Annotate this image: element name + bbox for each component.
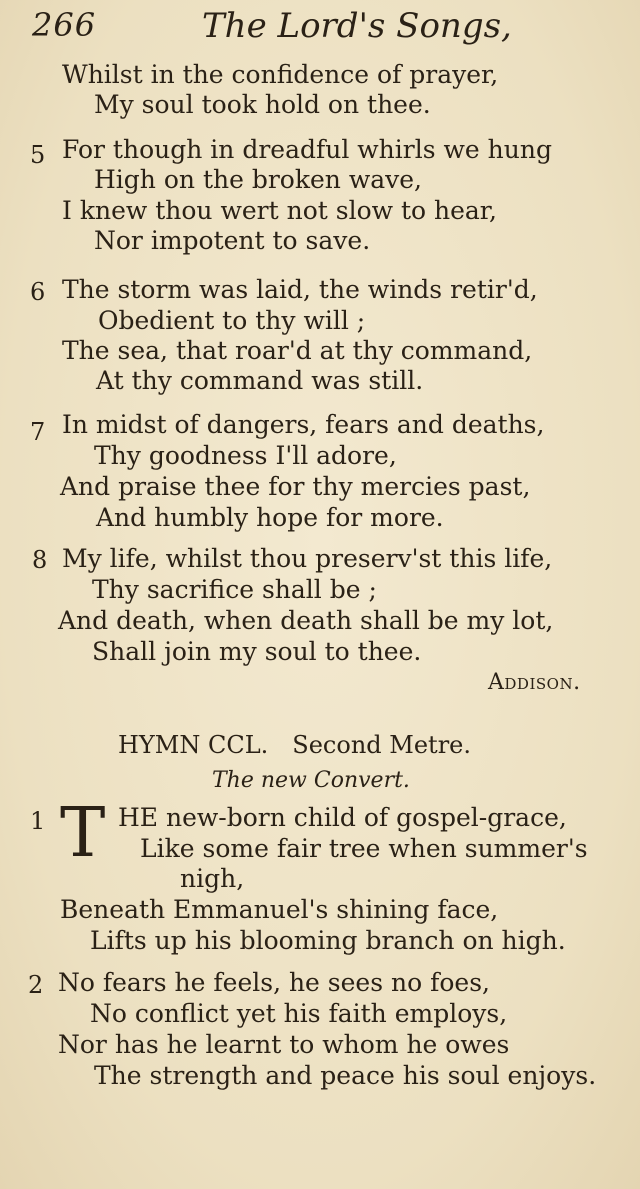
stanza-number: 2 xyxy=(28,971,44,999)
stanza-number: 7 xyxy=(30,418,46,446)
page-header xyxy=(32,4,512,48)
hymn-subtitle: The new Convert. xyxy=(212,768,410,793)
stanza-number: 5 xyxy=(30,141,46,169)
verse-line: Beneath Emmanuel's shining face, xyxy=(60,895,499,924)
verse-line: HE new-born child of gospel-grace, xyxy=(118,803,567,832)
verse-line: Nor impotent to save. xyxy=(94,226,371,255)
hymn-number: HYMN CCL. xyxy=(118,731,269,759)
verse-line: And death, when death shall be my lot, xyxy=(58,606,554,635)
verse-line: Like some fair tree when summer's xyxy=(140,834,588,863)
stanza-number: 8 xyxy=(32,546,48,574)
verse-line: The sea, that roar'd at thy command, xyxy=(62,336,533,365)
verse-line: Lifts up his blooming branch on high. xyxy=(90,926,566,955)
hymn-metre: Second Metre. xyxy=(292,731,471,759)
verse-line: Shall join my soul to thee. xyxy=(92,637,422,666)
verse-line: My life, whilst thou preserv'st this life, xyxy=(62,544,553,573)
stanza-number: 1 xyxy=(30,807,46,835)
verse-line: For though in dreadful whirls we hung xyxy=(62,135,552,164)
running-title: The Lord's Songs, xyxy=(202,6,512,46)
stanza-number: 6 xyxy=(30,278,46,306)
verse-line: nigh, xyxy=(180,864,245,893)
verse-line: Obedient to thy will ; xyxy=(98,306,366,335)
verse-line: Thy goodness I'll adore, xyxy=(94,441,397,470)
verse-line: And praise thee for thy mercies past, xyxy=(60,472,531,501)
drop-cap: T xyxy=(60,794,106,873)
verse-line: And humbly hope for more. xyxy=(96,503,444,532)
verse-line: Thy sacrifice shall be ; xyxy=(92,575,377,604)
verse-line: The strength and peace his soul enjoys. xyxy=(94,1061,597,1090)
verse-line: My soul took hold on thee. xyxy=(94,90,431,119)
verse-line: High on the broken wave, xyxy=(94,165,423,194)
page-number: 266 xyxy=(32,6,97,44)
hymn-heading xyxy=(118,731,495,759)
verse-line: No fears he feels, he sees no foes, xyxy=(58,968,490,997)
verse-line: The storm was laid, the winds retir'd, xyxy=(62,275,538,304)
verse-line: Nor has he learnt to whom he owes xyxy=(58,1030,510,1059)
verse-line: Whilst in the confidence of prayer, xyxy=(62,60,499,89)
verse-line: I knew thou wert not slow to hear, xyxy=(62,196,497,225)
verse-line: No conflict yet his faith employs, xyxy=(90,999,508,1028)
author-attribution: Addison. xyxy=(488,670,581,695)
verse-line: At thy command was still. xyxy=(96,366,424,395)
verse-line: In midst of dangers, fears and deaths, xyxy=(62,410,545,439)
